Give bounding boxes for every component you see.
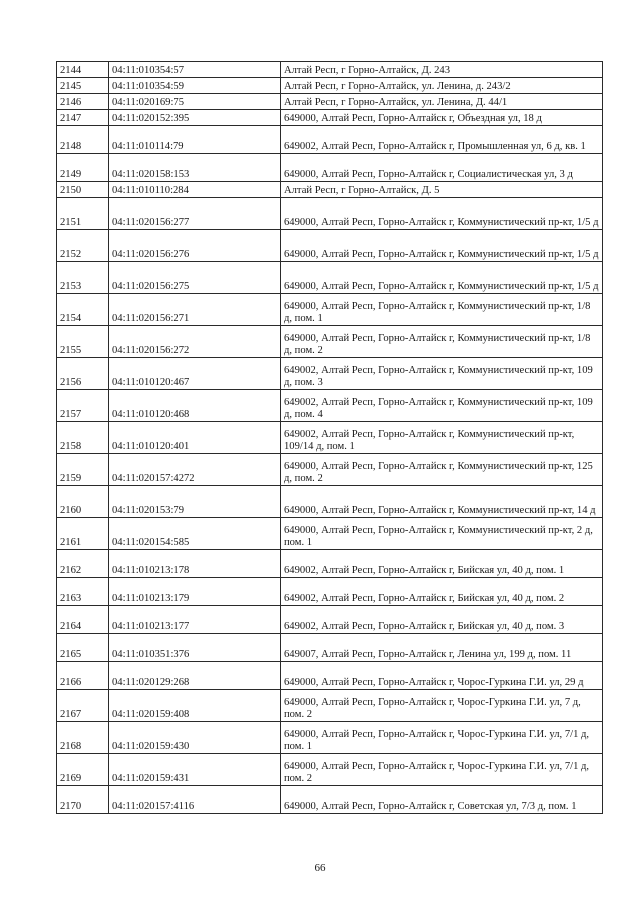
table-row bbox=[57, 390, 603, 422]
address-cell: 649000, Алтай Респ, Горно-Алтайск г, Коммунистический пр-кт, 1/5 д bbox=[281, 262, 603, 294]
cadastral-number-cell: 04:11:020156:271 bbox=[109, 294, 281, 326]
cadastral-number-cell: 04:11:020156:277 bbox=[109, 198, 281, 230]
address-cell: 649007, Алтай Респ, Горно-Алтайск г, Ленина ул, 199 д, пом. 11 bbox=[281, 634, 603, 662]
address-cell: 649000, Алтай Респ, Горно-Алтайск г, Коммунистический пр-кт, 1/5 д bbox=[281, 198, 603, 230]
row-number-cell: 2162 bbox=[57, 550, 109, 578]
cadastral-number-cell: 04:11:020153:79 bbox=[109, 486, 281, 518]
address-cell: 649000, Алтай Респ, Горно-Алтайск г, Чорос-Гуркина Г.И. ул, 7/1 д, пом. 1 bbox=[281, 722, 603, 754]
cadastral-number-cell: 04:11:010354:57 bbox=[109, 62, 281, 78]
table-row bbox=[57, 358, 603, 390]
cadastral-number-cell: 04:11:010213:178 bbox=[109, 550, 281, 578]
table-row bbox=[57, 326, 603, 358]
address-cell: 649000, Алтай Респ, Горно-Алтайск г, Чорос-Гуркина Г.И. ул, 29 д bbox=[281, 662, 603, 690]
address-cell: 649000, Алтай Респ, Горно-Алтайск г, Коммунистический пр-кт, 14 д bbox=[281, 486, 603, 518]
table-row bbox=[57, 754, 603, 786]
row-number-cell: 2153 bbox=[57, 262, 109, 294]
address-cell: 649000, Алтай Респ, Горно-Алтайск г, Коммунистический пр-кт, 125 д, пом. 2 bbox=[281, 454, 603, 486]
table-row bbox=[57, 94, 603, 110]
cadastral-number-cell: 04:11:010110:284 bbox=[109, 182, 281, 198]
row-number-cell: 2159 bbox=[57, 454, 109, 486]
table-row bbox=[57, 62, 603, 78]
address-cell: 649002, Алтай Респ, Горно-Алтайск г, Бийская ул, 40 д, пом. 1 bbox=[281, 550, 603, 578]
address-cell: 649000, Алтай Респ, Горно-Алтайск г, Чорос-Гуркина Г.И. ул, 7 д, пом. 2 bbox=[281, 690, 603, 722]
table-row bbox=[57, 154, 603, 182]
table-row bbox=[57, 198, 603, 230]
table-row bbox=[57, 422, 603, 454]
cadastral-number-cell: 04:11:010120:401 bbox=[109, 422, 281, 454]
cadastral-number-cell: 04:11:020159:431 bbox=[109, 754, 281, 786]
cadastral-number-cell: 04:11:020154:585 bbox=[109, 518, 281, 550]
address-cell: 649002, Алтай Респ, Горно-Алтайск г, Бийская ул, 40 д, пом. 3 bbox=[281, 606, 603, 634]
table-row bbox=[57, 454, 603, 486]
address-cell: 649000, Алтай Респ, Горно-Алтайск г, Коммунистический пр-кт, 2 д, пом. 1 bbox=[281, 518, 603, 550]
address-cell: Алтай Респ, г Горно-Алтайск, Д. 243 bbox=[281, 62, 603, 78]
address-cell: 649002, Алтай Респ, Горно-Алтайск г, Коммунистический пр-кт, 109 д, пом. 4 bbox=[281, 390, 603, 422]
table-row bbox=[57, 78, 603, 94]
cadastral-number-cell: 04:11:020156:276 bbox=[109, 230, 281, 262]
table-row bbox=[57, 486, 603, 518]
cadastral-number-cell: 04:11:020156:272 bbox=[109, 326, 281, 358]
row-number-cell: 2150 bbox=[57, 182, 109, 198]
cadastral-number-cell: 04:11:020159:408 bbox=[109, 690, 281, 722]
address-cell: 649002, Алтай Респ, Горно-Алтайск г, Промышленная ул, 6 д, кв. 1 bbox=[281, 126, 603, 154]
table-row bbox=[57, 230, 603, 262]
registry-table-body bbox=[57, 62, 603, 814]
row-number-cell: 2156 bbox=[57, 358, 109, 390]
row-number-cell: 2151 bbox=[57, 198, 109, 230]
table-row bbox=[57, 786, 603, 814]
address-cell: Алтай Респ, г Горно-Алтайск, ул. Ленина, д. 243/2 bbox=[281, 78, 603, 94]
row-number-cell: 2160 bbox=[57, 486, 109, 518]
cadastral-number-cell: 04:11:010213:179 bbox=[109, 578, 281, 606]
row-number-cell: 2144 bbox=[57, 62, 109, 78]
row-number-cell: 2149 bbox=[57, 154, 109, 182]
address-cell: 649002, Алтай Респ, Горно-Алтайск г, Бийская ул, 40 д, пом. 2 bbox=[281, 578, 603, 606]
table-row bbox=[57, 606, 603, 634]
table-row bbox=[57, 262, 603, 294]
table-row bbox=[57, 126, 603, 154]
row-number-cell: 2169 bbox=[57, 754, 109, 786]
table-row bbox=[57, 722, 603, 754]
row-number-cell: 2154 bbox=[57, 294, 109, 326]
cadastral-number-cell: 04:11:020157:4272 bbox=[109, 454, 281, 486]
row-number-cell: 2148 bbox=[57, 126, 109, 154]
page-number: 66 bbox=[314, 862, 326, 874]
cadastral-number-cell: 04:11:020159:430 bbox=[109, 722, 281, 754]
row-number-cell: 2165 bbox=[57, 634, 109, 662]
table-row bbox=[57, 690, 603, 722]
table-row bbox=[57, 110, 603, 126]
address-cell: 649000, Алтай Респ, Горно-Алтайск г, Коммунистический пр-кт, 1/8 д, пом. 2 bbox=[281, 326, 603, 358]
cadastral-number-cell: 04:11:020156:275 bbox=[109, 262, 281, 294]
row-number-cell: 2152 bbox=[57, 230, 109, 262]
cadastral-number-cell: 04:11:010354:59 bbox=[109, 78, 281, 94]
row-number-cell: 2155 bbox=[57, 326, 109, 358]
address-cell: 649000, Алтай Респ, Горно-Алтайск г, Советская ул, 7/3 д, пом. 1 bbox=[281, 786, 603, 814]
row-number-cell: 2170 bbox=[57, 786, 109, 814]
address-cell: Алтай Респ, г Горно-Алтайск, Д. 5 bbox=[281, 182, 603, 198]
address-cell: 649000, Алтай Респ, Горно-Алтайск г, Объездная ул, 18 д bbox=[281, 110, 603, 126]
row-number-cell: 2168 bbox=[57, 722, 109, 754]
row-number-cell: 2157 bbox=[57, 390, 109, 422]
address-cell: 649002, Алтай Респ, Горно-Алтайск г, Коммунистический пр-кт, 109 д, пом. 3 bbox=[281, 358, 603, 390]
cadastral-number-cell: 04:11:010213:177 bbox=[109, 606, 281, 634]
cadastral-number-cell: 04:11:020157:4116 bbox=[109, 786, 281, 814]
cadastral-number-cell: 04:11:010120:467 bbox=[109, 358, 281, 390]
row-number-cell: 2147 bbox=[57, 110, 109, 126]
address-cell: 649000, Алтай Респ, Горно-Алтайск г, Коммунистический пр-кт, 1/5 д bbox=[281, 230, 603, 262]
cadastral-number-cell: 04:11:010351:376 bbox=[109, 634, 281, 662]
table-row bbox=[57, 634, 603, 662]
table-row bbox=[57, 294, 603, 326]
cadastral-number-cell: 04:11:010114:79 bbox=[109, 126, 281, 154]
address-cell: 649000, Алтай Респ, Горно-Алтайск г, Социалистическая ул, 3 д bbox=[281, 154, 603, 182]
table-row bbox=[57, 578, 603, 606]
row-number-cell: 2164 bbox=[57, 606, 109, 634]
table-row bbox=[57, 518, 603, 550]
row-number-cell: 2158 bbox=[57, 422, 109, 454]
cadastral-number-cell: 04:11:020158:153 bbox=[109, 154, 281, 182]
row-number-cell: 2146 bbox=[57, 94, 109, 110]
cadastral-number-cell: 04:11:020129:268 bbox=[109, 662, 281, 690]
address-cell: 649000, Алтай Респ, Горно-Алтайск г, Коммунистический пр-кт, 1/8 д, пом. 1 bbox=[281, 294, 603, 326]
cadastral-number-cell: 04:11:020152:395 bbox=[109, 110, 281, 126]
address-cell: Алтай Респ, г Горно-Алтайск, ул. Ленина, Д. 44/1 bbox=[281, 94, 603, 110]
cadastral-number-cell: 04:11:010120:468 bbox=[109, 390, 281, 422]
row-number-cell: 2166 bbox=[57, 662, 109, 690]
row-number-cell: 2161 bbox=[57, 518, 109, 550]
table-row bbox=[57, 550, 603, 578]
table-row bbox=[57, 182, 603, 198]
row-number-cell: 2163 bbox=[57, 578, 109, 606]
address-cell: 649002, Алтай Респ, Горно-Алтайск г, Коммунистический пр-кт, 109/14 д, пом. 1 bbox=[281, 422, 603, 454]
table-row bbox=[57, 662, 603, 690]
cadastral-number-cell: 04:11:020169:75 bbox=[109, 94, 281, 110]
address-cell: 649000, Алтай Респ, Горно-Алтайск г, Чорос-Гуркина Г.И. ул, 7/1 д, пом. 2 bbox=[281, 754, 603, 786]
row-number-cell: 2145 bbox=[57, 78, 109, 94]
row-number-cell: 2167 bbox=[57, 690, 109, 722]
property-registry-table bbox=[56, 61, 603, 814]
